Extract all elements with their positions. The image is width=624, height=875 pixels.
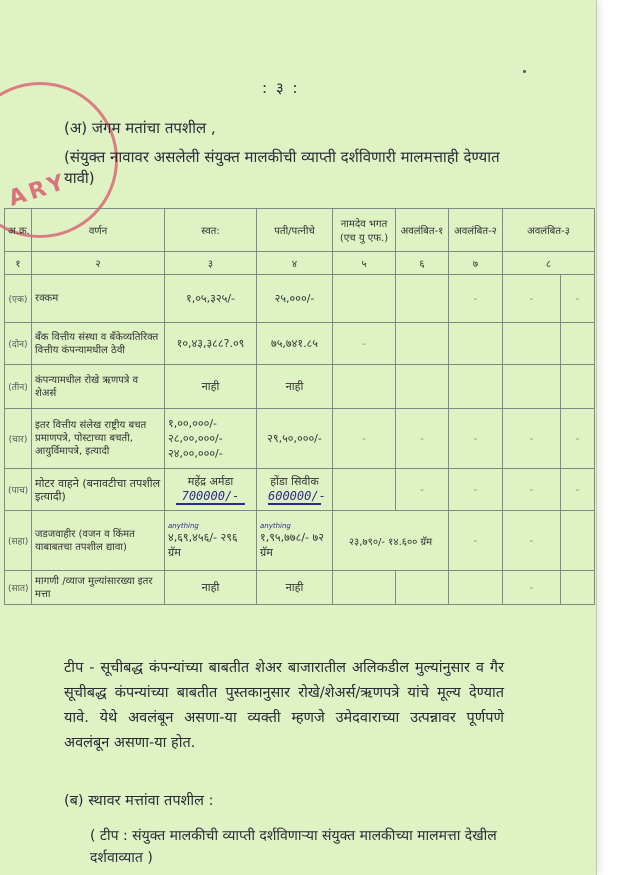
section-a-subtitle: (संयुक्त नावावर असलेली संयुक्त मालकीची व्याप्ती दर्शविणारी मालमत्ताही देण्यात यावी) bbox=[64, 148, 500, 187]
col-number: ४ bbox=[257, 252, 333, 275]
dep4-value bbox=[561, 571, 595, 605]
row-serial: (चार) bbox=[5, 409, 32, 469]
dep2-value bbox=[449, 365, 503, 409]
spouse-value: २९,५०,०००/- bbox=[257, 409, 333, 469]
row-description: कंपन्यामधील रोखे ऋणपत्रे व शेअर्स bbox=[32, 365, 165, 409]
spouse-value: होंडा सिवीक bbox=[270, 475, 319, 488]
header-cell: स्वत: bbox=[165, 209, 257, 252]
header-cell: अवलंबित-२ bbox=[449, 209, 503, 252]
huf-value: - bbox=[333, 323, 396, 365]
self-value: महेंद्र अर्मडा bbox=[187, 475, 234, 488]
mark-dot bbox=[523, 70, 526, 73]
table-header-row bbox=[5, 209, 595, 252]
header-cell: वर्णन bbox=[32, 209, 165, 252]
huf-value bbox=[333, 275, 396, 323]
row-description: बँक वित्तीय संस्था व बँकेव्यतिरिक्त वित्तीय कंपन्यामधील ठेवी bbox=[32, 323, 165, 365]
self-value-cell bbox=[165, 469, 257, 511]
dep1-value bbox=[396, 365, 449, 409]
row-description: मागणी /व्याज मुल्यांसारख्या इतर मत्ता bbox=[32, 571, 165, 605]
table-row bbox=[5, 365, 595, 409]
dep3-value: - bbox=[503, 275, 561, 323]
huf-value bbox=[333, 365, 396, 409]
spouse-value-cell bbox=[257, 511, 333, 571]
huf-value bbox=[333, 469, 396, 511]
row-serial: (एक) bbox=[5, 275, 32, 323]
header-cell: अ.क्र. bbox=[5, 209, 32, 252]
dep4-value: - bbox=[561, 469, 595, 511]
page-number: : ३ : bbox=[262, 79, 300, 97]
header-cell: अवलंबित-१ bbox=[396, 209, 449, 252]
section-a-title: (अ) जंगम मतांचा तपशील , bbox=[64, 119, 216, 137]
dep1-value: - bbox=[396, 469, 449, 511]
spouse-value: ७५,७४१.८५ bbox=[257, 323, 333, 365]
row-serial: (पाच) bbox=[5, 469, 32, 511]
self-value: १,००,०००/- २८,००,०००/- २४,००,०००/- bbox=[165, 409, 257, 469]
self-handwritten-value: 700000/- bbox=[176, 489, 245, 505]
dep3-value: - bbox=[503, 469, 561, 511]
self-value: नाही bbox=[165, 571, 257, 605]
col-number: ३ bbox=[165, 252, 257, 275]
dep3-value bbox=[503, 365, 561, 409]
dep2-value: - bbox=[449, 511, 503, 571]
table-row bbox=[5, 571, 595, 605]
column-number-row bbox=[5, 252, 595, 275]
col-number: ७ bbox=[449, 252, 503, 275]
dep2-value bbox=[449, 323, 503, 365]
dep3-value: - bbox=[503, 409, 561, 469]
section-b-note: ( टीप : संयुक्त मालकीची व्याप्ती दर्शविणाऱ्या संयुक्त मालकीच्या मालमत्ता देखील दर्शवाव्यात ) bbox=[90, 828, 497, 866]
valuation-note: टीप - सूचीबद्ध कंपन्यांच्या बाबतीत शेअर बाजारातील अलिकडील मुल्यांनुसार व गैर सूचीबद्ध कंपन्यांच्या बाबतीत पुस्तकानुसार रोखे/शेअर्स/ऋणपत्रे यांचे मूल्य देण्यात यावे. येथे अवलंबून असणा-या व्यक्ती म्हणजे उमेदवाराच्या उत्पन्नावर पूर्णपणे अवलंबून असणा-या होत. bbox=[64, 660, 504, 751]
col-number: ६ bbox=[396, 252, 449, 275]
row-serial: (सहा) bbox=[5, 511, 32, 571]
table-row bbox=[5, 323, 595, 365]
self-handwritten-note: anything bbox=[168, 521, 199, 530]
huf-value: २३,७९०/- १४.६०० ग्रॅम bbox=[333, 511, 449, 571]
self-value: १,०५,३२५/- bbox=[165, 275, 257, 323]
dep4-value: - bbox=[561, 275, 595, 323]
dep2-value: - bbox=[449, 275, 503, 323]
dep1-value: - bbox=[396, 409, 449, 469]
huf-value bbox=[333, 571, 396, 605]
dep2-value: - bbox=[449, 409, 503, 469]
stamp-text: ARY bbox=[5, 169, 72, 212]
spouse-value: नाही bbox=[257, 365, 333, 409]
row-serial: (सात) bbox=[5, 571, 32, 605]
header-cell: नामदेव भगत (एच यु एफ.) bbox=[333, 209, 396, 252]
table-row bbox=[5, 469, 595, 511]
dep3-value: - bbox=[503, 571, 561, 605]
row-description: रक्कम bbox=[32, 275, 165, 323]
col-number: ८ bbox=[503, 252, 595, 275]
dep1-value bbox=[396, 275, 449, 323]
self-value: नाही bbox=[165, 365, 257, 409]
self-value-cell bbox=[165, 511, 257, 571]
col-number: ५ bbox=[333, 252, 396, 275]
table-row bbox=[5, 511, 595, 571]
header-cell: पती/पत्नीचे bbox=[257, 209, 333, 252]
dep1-value bbox=[396, 571, 449, 605]
row-description: मोटर वाहने (बनावटीचा तपशील इत्यादी) bbox=[32, 469, 165, 511]
row-serial: (तीन) bbox=[5, 365, 32, 409]
spouse-value: १,९५,७७८/- ७२ ग्रॅम bbox=[260, 530, 324, 559]
spouse-handwritten-value: 600000/- bbox=[268, 489, 326, 503]
row-serial: (दोन) bbox=[5, 323, 32, 365]
self-value: ४,६९,४५६/- २९६ ग्रॅम bbox=[168, 530, 238, 559]
row-description: जडजवाहीर (वजन व किंमत याबाबतचा तपशील द्यावा) bbox=[32, 511, 165, 571]
dep2-value bbox=[449, 571, 503, 605]
dep2-value: - bbox=[449, 469, 503, 511]
dep4-value bbox=[561, 323, 595, 365]
dep1-value bbox=[396, 323, 449, 365]
spouse-handwritten-note: anything bbox=[260, 521, 291, 530]
movable-assets-table bbox=[4, 208, 595, 605]
col-number: १ bbox=[5, 252, 32, 275]
dep3-value: - bbox=[503, 511, 561, 571]
huf-value: - bbox=[333, 409, 396, 469]
spouse-value: २५,०००/- bbox=[257, 275, 333, 323]
dep3-value bbox=[503, 323, 561, 365]
spouse-value-cell bbox=[257, 469, 333, 511]
spouse-value: नाही bbox=[257, 571, 333, 605]
table-row bbox=[5, 275, 595, 323]
self-value: १०,४३,३८८?.०९ bbox=[165, 323, 257, 365]
dep4-value: - bbox=[561, 409, 595, 469]
table-row bbox=[5, 409, 595, 469]
dep4-value bbox=[561, 365, 595, 409]
section-b-title: (ब) स्थावर मत्तांवा तपशील : bbox=[64, 793, 214, 809]
row-description: इतर वित्तीय संलेख राष्ट्रीय बचत प्रमाणपत्रे, पोस्टाच्या बचती, आयुर्विमापत्रे, इत्यादी bbox=[32, 409, 165, 469]
dep4-value bbox=[561, 511, 595, 571]
col-number: २ bbox=[32, 252, 165, 275]
header-cell: अवलंबित-३ bbox=[503, 209, 595, 252]
